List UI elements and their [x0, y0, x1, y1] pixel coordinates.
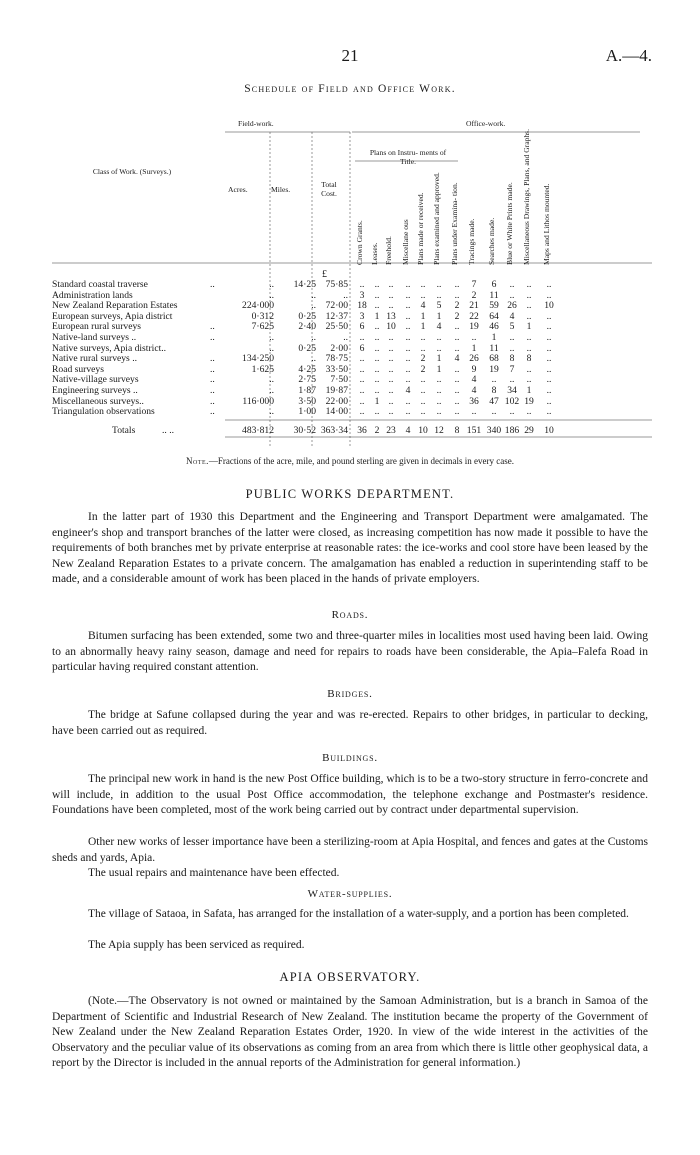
cost-cell: 363·34 [320, 425, 348, 436]
office-cell: 26 [507, 300, 517, 312]
office-cell: 46 [489, 321, 499, 333]
row-label: Totals [112, 425, 136, 436]
table-row [52, 374, 652, 385]
office-cell: 12 [434, 425, 444, 436]
office-cell: 4 [405, 425, 411, 436]
office-cell: 1 [374, 310, 380, 322]
office-cell: .. [546, 395, 552, 407]
table-row [52, 300, 652, 311]
office-cell: .. [546, 385, 552, 396]
office-cell: .. [471, 332, 477, 343]
office-cell: .. [405, 289, 411, 301]
office-cell: .. [405, 363, 411, 375]
office-cell: .. [526, 300, 532, 312]
acres-cell: 116·000 [242, 395, 274, 407]
row-label: Native-land surveys .. [52, 332, 137, 343]
office-cell: .. [546, 289, 552, 301]
office-cell: .. [454, 332, 460, 343]
cost-cell: .. [343, 289, 348, 301]
acres-cell: 7·625 [251, 321, 274, 333]
office-cell: 10 [544, 300, 554, 312]
office-cell: .. [546, 279, 552, 290]
office-cell: .. [546, 406, 552, 418]
cost-cell: 19·87 [325, 385, 348, 396]
office-cell: 8 [509, 353, 515, 365]
miles-cell: 2·75 [298, 374, 316, 386]
miles-cell: 0·25 [298, 342, 316, 354]
office-cell: .. [436, 332, 442, 343]
cost-cell: 75·85 [325, 279, 348, 290]
office-cell: .. [359, 395, 365, 407]
office-cell: .. [388, 385, 394, 396]
miles-cell: 1·87 [298, 385, 316, 396]
table-row [52, 279, 652, 290]
office-cell: 7 [471, 279, 477, 290]
table-row [52, 353, 652, 364]
office-column-header: Miscellaneous Drawings, Plans, and Graphs. [522, 128, 531, 265]
office-cell: .. [420, 342, 426, 354]
office-cell: .. [436, 395, 442, 407]
office-cell: 102 [504, 395, 520, 407]
office-cell: .. [526, 342, 532, 354]
office-cell: 1 [526, 321, 532, 333]
office-cell: 151 [466, 425, 482, 436]
acres-cell: 224·000 [242, 300, 274, 312]
row-label: Road surveys [52, 363, 104, 375]
office-cell: 7 [509, 363, 515, 375]
row-leader: .. [210, 374, 215, 386]
miles-cell: 30·52 [293, 425, 316, 436]
office-cell: .. [546, 374, 552, 386]
office-cell: .. [388, 342, 394, 354]
office-cell: .. [454, 395, 460, 407]
miles-cell: .. [311, 332, 316, 343]
office-cell: 6 [359, 321, 365, 333]
office-cell: 64 [489, 310, 499, 322]
office-cell: .. [454, 385, 460, 396]
office-cell: .. [546, 353, 552, 365]
row-leader: .. [210, 332, 215, 343]
observatory-paragraph: (Note.—The Observatory is not owned or maintained by the Samoan Administration, but is a branch in Samoa of the Department of Scientific and Industrial Research of New Zealand. The institution became the property of the Government of New Zealand under the New Zealand Reparation Estates Order, 1920. In view of the wide interest in the activities of the Observatory and the peculiar value of its observations as coming from an area from which there is little other geophysical data, a report by the Director is included in the annual reports of the Administration for general information.) [52, 995, 648, 1069]
office-cell: .. [374, 321, 380, 333]
row-label: Native-village surveys [52, 374, 139, 386]
table-row [52, 321, 652, 332]
note-label: Note. [185, 456, 209, 466]
page-number: 21 [341, 46, 359, 65]
office-column-header: Maps and Lithos mounted. [542, 183, 551, 265]
table-row [52, 311, 652, 322]
acres-cell: 134·250 [242, 353, 274, 365]
office-cell: .. [546, 321, 552, 333]
miles-cell: 14·25 [293, 279, 316, 290]
office-cell: .. [436, 342, 442, 354]
office-cell: .. [420, 395, 426, 407]
office-cell: .. [454, 279, 460, 290]
table-row [52, 385, 652, 396]
row-leader: .. [210, 353, 215, 365]
office-cell: .. [374, 342, 380, 354]
office-column-header: Blue or White Prints made. [505, 182, 514, 265]
row-label: Native surveys, Apia district.. [52, 342, 167, 354]
office-cell: 4 [436, 321, 442, 333]
class-of-work-header: Class of Work. (Surveys.) [92, 167, 172, 176]
table-row [52, 343, 652, 354]
office-cell: .. [471, 406, 477, 418]
office-cell: 4 [405, 385, 411, 396]
office-cell: 2 [454, 310, 460, 322]
office-cell: 6 [491, 279, 497, 290]
office-cell: .. [374, 289, 380, 301]
office-cell: 36 [469, 395, 479, 407]
buildings-paragraph-3: The usual repairs and maintenance have been effected. [88, 867, 340, 879]
miles-cell: 2·40 [298, 321, 316, 333]
table-row [52, 364, 652, 375]
row-label: Miscellaneous surveys.. [52, 395, 144, 407]
office-cell: .. [546, 342, 552, 354]
miles-cell: .. [311, 289, 316, 301]
office-cell: 8 [526, 353, 532, 365]
row-label: Engineering surveys .. [52, 385, 138, 396]
office-cell: .. [420, 289, 426, 301]
row-label: New Zealand Reparation Estates [52, 300, 178, 312]
office-cell: .. [526, 406, 532, 418]
miles-header: Miles. [271, 185, 291, 194]
office-cell: .. [388, 332, 394, 343]
office-cell: .. [454, 342, 460, 354]
row-leader: .. [210, 363, 215, 375]
schedule-note [0, 456, 700, 466]
office-cell: 3 [359, 289, 365, 301]
office-cell: .. [436, 406, 442, 418]
office-cell: .. [405, 374, 411, 386]
bridges-paragraph: The bridge at Safune collapsed during the year and was re-erected. Repairs to other bridges, in particular to decking, have been carried out as required. [52, 709, 648, 737]
office-cell: 340 [486, 425, 502, 436]
office-cell: .. [454, 374, 460, 386]
office-cell: .. [374, 406, 380, 418]
office-cell: 186 [504, 425, 520, 436]
schedule-title: Schedule of Field and Office Work. [244, 83, 456, 95]
office-cell: .. [359, 353, 365, 365]
total-cost-header: Total Cost. [321, 180, 337, 198]
acres-cell: .. [269, 279, 274, 290]
office-cell: .. [405, 321, 411, 333]
office-cell: 11 [489, 342, 499, 354]
office-cell: 2 [454, 300, 460, 312]
office-column-header: Leases. [370, 242, 379, 265]
office-cell: .. [359, 332, 365, 343]
row-label: Native rural surveys .. [52, 353, 137, 365]
cost-cell: 25·50 [325, 321, 348, 333]
office-cell: 10 [544, 425, 554, 436]
office-cell: .. [546, 363, 552, 375]
office-cell: 34 [507, 385, 517, 396]
row-leader: .. [210, 279, 215, 290]
office-cell: .. [526, 363, 532, 375]
acres-cell: .. [269, 374, 274, 386]
cost-cell: 72·00 [325, 300, 348, 312]
office-cell: 1 [491, 332, 497, 343]
office-cell: 23 [386, 425, 396, 436]
office-cell: 13 [386, 310, 396, 322]
acres-cell: 483·812 [242, 425, 274, 436]
office-cell: 68 [489, 353, 499, 365]
office-cell: 2 [420, 353, 426, 365]
office-cell: 2 [420, 363, 426, 375]
office-cell: .. [526, 289, 532, 301]
roads-heading: Roads. [331, 609, 369, 621]
office-cell: 10 [386, 321, 396, 333]
office-cell: 2 [374, 425, 380, 436]
office-cell: .. [374, 300, 380, 312]
office-cell: .. [359, 363, 365, 375]
acres-header: Acres. [228, 185, 248, 194]
office-column-header: Tracings made. [467, 218, 476, 265]
office-cell: 26 [469, 353, 479, 365]
office-cell: .. [359, 279, 365, 290]
buildings-heading: Buildings. [322, 752, 378, 764]
office-cell: .. [374, 353, 380, 365]
office-column-header: Plans under Examina- tion. [450, 182, 459, 265]
office-cell: 5 [436, 300, 442, 312]
office-cell: .. [374, 279, 380, 290]
office-cell: 21 [469, 300, 479, 312]
office-cell: 1 [420, 310, 426, 322]
office-cell: .. [509, 332, 515, 343]
office-cell: .. [405, 300, 411, 312]
bridges-heading: Bridges. [327, 688, 373, 700]
totals-row [52, 425, 652, 436]
office-work-group-label: Office-work. [466, 119, 506, 128]
office-cell: .. [526, 279, 532, 290]
office-cell: .. [374, 332, 380, 343]
currency-mark: £ [322, 269, 327, 280]
water-paragraph-2: The Apia supply has been serviced as required. [88, 939, 305, 951]
document-reference: A.—4. [605, 46, 652, 65]
acres-cell: 0·312 [251, 310, 274, 322]
office-cell: 8 [454, 425, 460, 436]
row-leader: .. [210, 321, 215, 333]
buildings-paragraph-2: Other new works of lesser importance have been a sterilizing-room at Apia Hospital, and fences and gates at the Customs sheds and yards, Apia. [52, 836, 648, 864]
office-cell: 19 [489, 363, 499, 375]
office-cell: .. [454, 321, 460, 333]
acres-cell: .. [269, 385, 274, 396]
office-cell: 5 [509, 321, 515, 333]
buildings-paragraph-1: The principal new work in hand is the new Post Office building, which is to be a two-story structure in ferro-concrete and will include, in addition to the usual Post Office accommodation, the telephone exchange and Postmaster's residence. Foundations have been completed, most of the work being carried out by contract under departmental supervision. [52, 773, 648, 816]
row-leader: .. [210, 406, 215, 418]
table-row [52, 290, 652, 301]
office-cell: .. [405, 332, 411, 343]
office-cell: 1 [526, 385, 532, 396]
office-cell: .. [509, 406, 515, 418]
office-cell: 4 [509, 310, 515, 322]
office-cell: .. [388, 353, 394, 365]
office-cell: 36 [357, 425, 367, 436]
water-paragraph-1: The village of Sataoa, in Safata, has arranged for the installation of a water-supply, and a portion has been completed. [88, 908, 629, 920]
office-cell: .. [454, 289, 460, 301]
note-text: —Fractions of the acre, mile, and pound sterling are given in decimals in every case. [208, 456, 515, 466]
office-cell: .. [420, 385, 426, 396]
office-cell: .. [436, 289, 442, 301]
office-cell: .. [359, 406, 365, 418]
office-cell: 47 [489, 395, 499, 407]
office-cell: 1 [436, 353, 442, 365]
office-cell: .. [359, 374, 365, 386]
office-cell: .. [454, 363, 460, 375]
table-row [52, 406, 652, 417]
acres-cell: .. [269, 342, 274, 354]
office-cell: .. [526, 332, 532, 343]
row-label: European rural surveys [52, 321, 141, 333]
office-cell: 1 [420, 321, 426, 333]
office-cell: 1 [374, 395, 380, 407]
office-cell: .. [491, 374, 497, 386]
water-supplies-heading: Water-supplies. [307, 888, 393, 900]
row-leader: .. [210, 385, 215, 396]
office-cell: .. [405, 279, 411, 290]
office-cell: 10 [418, 425, 428, 436]
office-cell: .. [436, 374, 442, 386]
office-cell: 8 [491, 385, 497, 396]
office-column-header: Miscellane ous [401, 219, 410, 265]
office-cell: .. [405, 406, 411, 418]
office-cell: .. [420, 406, 426, 418]
office-cell: 18 [357, 300, 367, 312]
cost-cell: 12·37 [325, 310, 348, 322]
office-cell: 9 [471, 363, 477, 375]
office-cell: 19 [469, 321, 479, 333]
miles-cell: .. [311, 300, 316, 312]
office-cell: .. [420, 279, 426, 290]
office-column-header: Freehold. [384, 236, 393, 265]
office-cell: .. [420, 332, 426, 343]
office-cell: .. [388, 279, 394, 290]
row-leader: .. [210, 395, 215, 407]
office-cell: .. [509, 374, 515, 386]
office-cell: .. [405, 342, 411, 354]
public-works-heading: PUBLIC WORKS DEPARTMENT. [245, 487, 455, 501]
office-cell: .. [388, 300, 394, 312]
office-column-header: Plans made or received. [416, 192, 425, 265]
office-cell: 22 [469, 310, 479, 322]
office-column-header: Crown Grants. [355, 220, 364, 265]
office-cell: .. [374, 385, 380, 396]
miles-cell: 3·50 [298, 395, 316, 407]
office-cell: 4 [471, 385, 477, 396]
office-cell: .. [388, 395, 394, 407]
office-cell: 3 [359, 310, 365, 322]
acres-cell: 1·625 [251, 363, 274, 375]
office-cell: .. [388, 374, 394, 386]
office-cell: .. [436, 385, 442, 396]
acres-cell: .. [269, 406, 274, 418]
acres-cell: .. [269, 332, 274, 343]
office-cell: 19 [524, 395, 534, 407]
office-cell: 1 [436, 310, 442, 322]
observatory-heading: APIA OBSERVATORY. [279, 970, 421, 984]
field-work-group-label: Field-work. [238, 119, 274, 128]
office-cell: 1 [471, 342, 477, 354]
office-cell: .. [388, 289, 394, 301]
office-cell: 2 [471, 289, 477, 301]
office-cell: .. [359, 385, 365, 396]
cost-cell: .. [343, 332, 348, 343]
office-cell: .. [420, 374, 426, 386]
office-cell: 11 [489, 289, 499, 301]
row-label: Standard coastal traverse [52, 279, 148, 290]
office-cell: .. [374, 374, 380, 386]
office-cell: .. [454, 406, 460, 418]
office-cell: .. [526, 374, 532, 386]
office-cell: .. [509, 279, 515, 290]
office-cell: 1 [436, 363, 442, 375]
cost-cell: 22·00 [325, 395, 348, 407]
table-row [52, 332, 652, 343]
roads-paragraph: Bitumen surfacing has been extended, some two and three-quarter miles in localities most used having been laid. Owing to an abnormally heavy rainy season, damage and need for repairs to roads have been considerable, the Apia–Falefa Road in particular having required constant attention. [52, 630, 648, 673]
cost-cell: 7·50 [330, 374, 348, 386]
row-label: Administration lands [52, 289, 133, 301]
office-cell: .. [509, 342, 515, 354]
office-cell: 4 [471, 374, 477, 386]
cost-cell: 33·50 [325, 363, 348, 375]
office-cell: 59 [489, 300, 499, 312]
office-cell: .. [509, 289, 515, 301]
office-cell: .. [405, 353, 411, 365]
office-cell: .. [546, 310, 552, 322]
row-label: European surveys, Apia district [52, 310, 173, 322]
row-leader: .. .. [162, 425, 174, 436]
office-cell: 4 [454, 353, 460, 365]
table-row [52, 396, 652, 407]
office-cell: .. [546, 332, 552, 343]
cost-cell: 14·00 [325, 406, 348, 418]
acres-cell: .. [269, 289, 274, 301]
miles-cell: .. [311, 353, 316, 365]
office-cell: .. [388, 363, 394, 375]
public-works-intro: In the latter part of 1930 this Department and the Engineering and Transport Department were amalgamated. The engineer's shop and transport branches of the latter were closed, as increasing competition has now made it possible to have the requirements of both branches met by private enterprise at reasonable rates: the ice-works and cool store have been leased by the New Zealand Reparation Estates to a private concern. The amalgamation has enabled a reduction in superintending staff to be made, and a considerable amount of work has been placed in the hands of private employers. [52, 511, 648, 585]
office-column-header: Searches made. [487, 217, 496, 265]
miles-cell: 0·25 [298, 310, 316, 322]
office-cell: .. [436, 279, 442, 290]
office-cell: .. [405, 395, 411, 407]
office-cell: 6 [359, 342, 365, 354]
office-cell: 29 [524, 425, 534, 436]
office-cell: 4 [420, 300, 426, 312]
cost-cell: 78·75 [325, 353, 348, 365]
miles-cell: 4·25 [298, 363, 316, 375]
row-label: Triangulation observations [52, 406, 155, 418]
office-cell: .. [374, 363, 380, 375]
miles-cell: 1·00 [298, 406, 316, 418]
cost-cell: 2·00 [330, 342, 348, 354]
office-column-header: Plans examined and approved. [432, 172, 441, 265]
office-cell: .. [491, 406, 497, 418]
office-cell: .. [388, 406, 394, 418]
office-cell: .. [526, 310, 532, 322]
plans-group-label: Plans on Instru- ments of Title. [369, 148, 447, 166]
office-cell: .. [405, 310, 411, 322]
